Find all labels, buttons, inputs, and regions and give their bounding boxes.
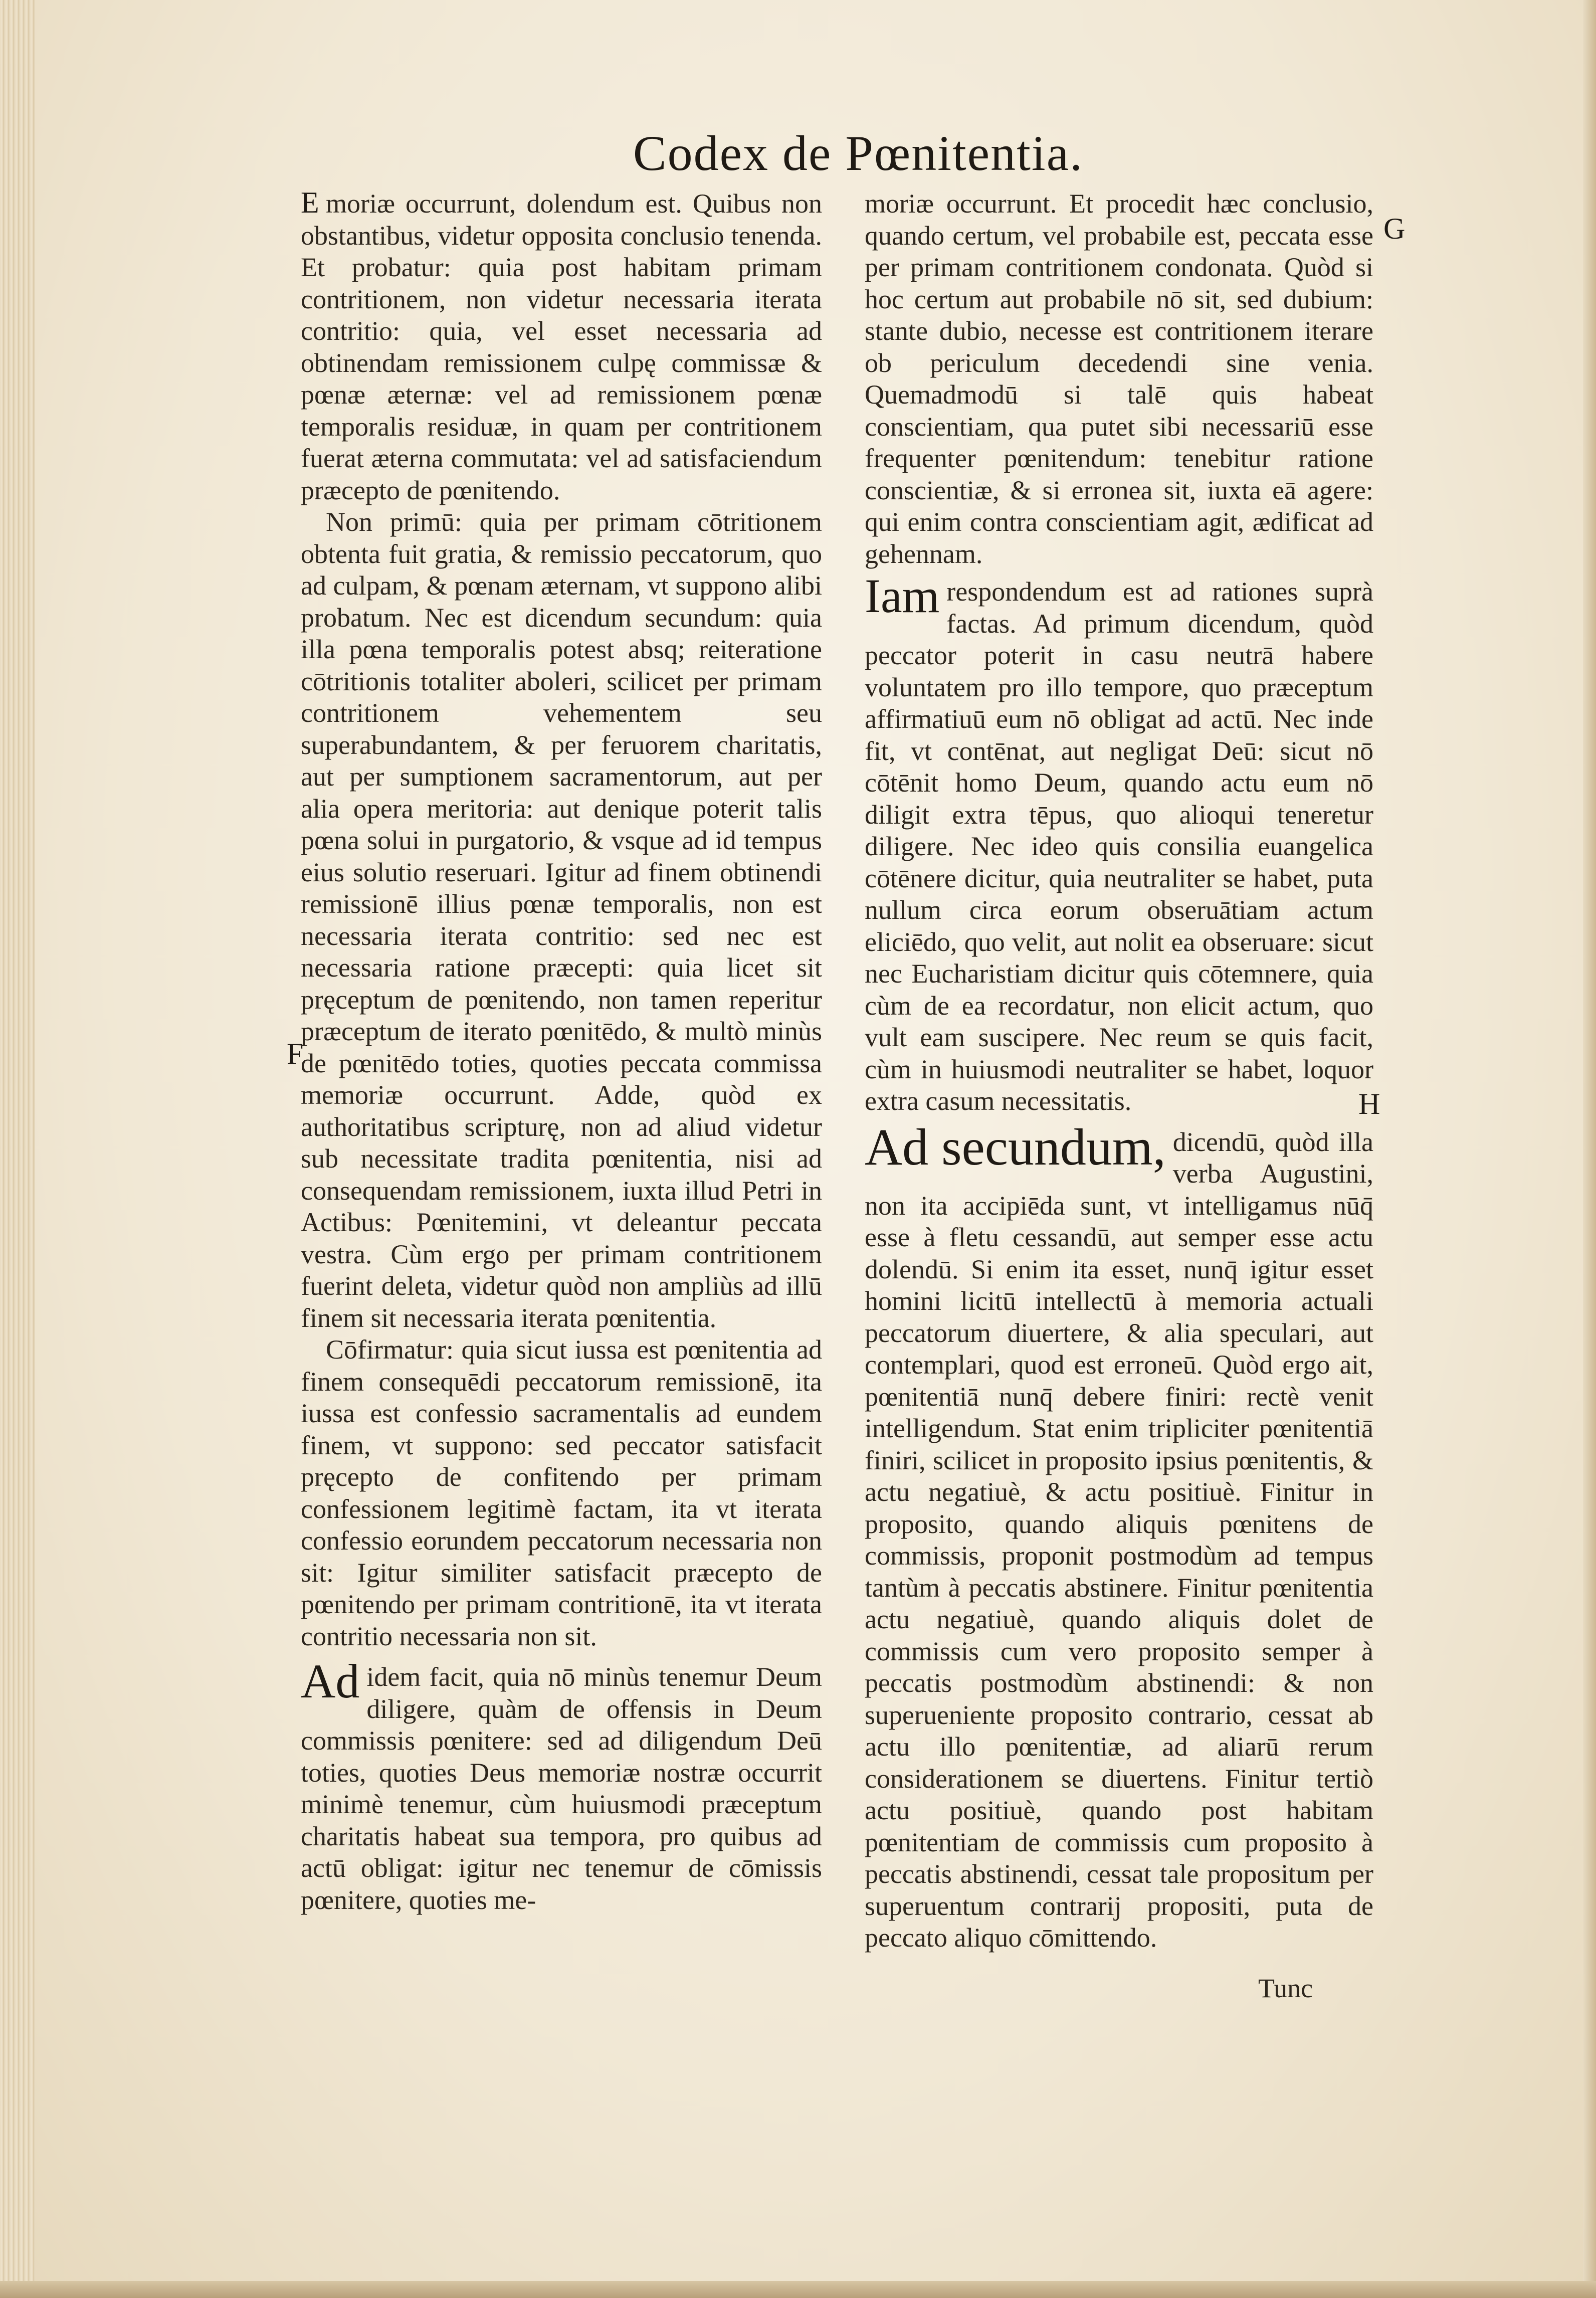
margin-letter-g: G bbox=[1383, 212, 1406, 245]
margin-letter-f: F bbox=[287, 1037, 304, 1070]
right-paragraph-3 bbox=[865, 1118, 1373, 1954]
right-drop-initial-ad-secundum: Ad secundum, bbox=[865, 1118, 1166, 1176]
right-paragraph-2 bbox=[865, 569, 1373, 1117]
catchword: Tunc bbox=[1258, 1973, 1313, 2003]
margin-letter-h: H bbox=[1358, 1087, 1380, 1120]
page-edge-bottom bbox=[0, 2281, 1596, 2298]
left-column bbox=[301, 188, 822, 1916]
page-title-text: Codex de Pœnitentia. bbox=[633, 125, 1084, 181]
right-paragraph-1: moriæ occurrunt. Et procedit hæc conclusio, quando certum, vel probabile est, peccata esse per primam contritionem condonata. Quòd si hoc certum aut probabile nō sit, sed dubium: stante dubio, necesse est contritionem iterare ob periculum decedendi sine venia. Quemadmodū si talē quis habeat conscientiam, qua putet sibi necessariū esse frequenter pœnitendum: tenebitur ratione conscientiæ, & si erronea sit, iuxta eā agere: qui enim contra conscientiam agit, ædificat ad gehennam. bbox=[865, 188, 1373, 569]
right-paragraph-3-text: dicendū, quòd illa verba Augustini, non ita accipiēda sunt, vt intelligamus nūq̄ esse à fletu cessandū, aut semper esse actu dolendū. Si enim ita esset, nunq̄ igitur esset homini licitū intellectū à memoria actuali peccatorum diuertere, & alia speculari, aut contemplari, quod est erroneū. Quòd ergo ait, pœnitentiā nunq̄ debere finiri: rectè venit intelligendum. Stat enim tripliciter pœnitentiā finiri, scilicet in proposito ipsius pœnitentis, & actu negatiuè, & actu positiuè. Finitur in proposito, quando aliquis pœnitens de commissis, proponit postmodùm ad tempus tantùm à peccatis abstinere. Finitur pœnitentia actu negatiuè, quando aliquis dolet de commissis cum vero proposito semper à peccatis postmodùm abstinendi: & non superueniente proposito contrario, cessat ab actu illo pœnitentiæ, ad aliarū rerum considerationem se diuertens. Finitur tertiò actu positiuè, quando post habitam pœnitentiam de commissis cum proposito à peccatis abstinendi, cessat tale propositum per superuentum contrarij propositi, puta de peccato aliquo cōmittendo. bbox=[865, 1126, 1373, 1953]
left-paragraph-3: Cōfirmatur: quia sicut iussa est pœnitentia ad finem consequēdi peccatorum remissionē, ita iussa est confessio sacramentalis ad eundem finem, vt suppono: sed peccator satisfacit pręcepto de confitendo per primam confessionem legitimè factam, ita vt iterata confessio eorundem peccatorum necessaria non sit: Igitur similiter satisfacit præcepto de pœnitendo per primam contritionē, ita vt iterata contritio necessaria non sit. bbox=[301, 1334, 822, 1651]
left-drop-initial: Ad bbox=[301, 1654, 360, 1708]
page-edge-left bbox=[0, 0, 35, 2298]
right-drop-initial-iam: Iam bbox=[865, 569, 940, 623]
right-column bbox=[865, 188, 1373, 1954]
left-paragraph-4-text: idem facit, quia nō minùs tenemur Deum diligere, quàm de offensis in Deum commissis pœnitere: sed ad diligendum Deū toties, quoties Deus memoriæ nostræ occurrit minimè tenemur, cùm huiusmodi præceptum charitatis habeat sua tempora, pro quibus ad actū obligat: igitur nec tenemur de cōmissis pœnitere, quoties me- bbox=[301, 1662, 822, 1915]
left-paragraph-4 bbox=[301, 1654, 822, 1916]
margin-letter-e: E bbox=[301, 186, 319, 219]
left-paragraph-1: moriæ occurrunt, dolendum est. Quibus non obstantibus, videtur opposita conclusio tenenda. Et probatur: quia post habitam primam contritionem, non videtur necessaria iterata contritio: quia, vel esset necessaria ad obtinendam remissionem culpę commissæ & pœnæ æternæ: vel ad remissionem pœnæ temporalis residuæ, in quam per contritionem fuerat æterna commutata: vel ad satisfaciendum præcepto de pœnitendo. bbox=[301, 188, 822, 505]
right-paragraph-2-text: respondendum est ad rationes suprà factas. Ad primum dicendum, quòd peccator poterit in casu neutrā habere voluntatem pro illo tempore, quo præceptum affirmatiuū eum nō obligat ad actū. Nec inde fit, vt contēnat, aut negligat Deū: sicut nō cōtēnit homo Deum, quando actu eum nō diligit extra tēpus, quo alioqui teneretur diligere. Nec ideo quis consilia euangelica cōtēnere dicitur, quia neutraliter se habet, puta nullum circa eorum obseruātiam actum eliciēdo, quo velit, aut nolit ea obseruare: sicut nec Eucharistiam dicitur quis cōtemnere, quia cùm de ea recordatur, non elicit actum, quo vult eam suscipere. Nec reum se quis facit, cùm in huiusmodi neutraliter se habet, loquor extra casum necessitatis. bbox=[865, 577, 1373, 1116]
page-title bbox=[0, 124, 1596, 182]
page-edge-right bbox=[1583, 0, 1596, 2298]
left-paragraph-2: Non primū: quia per primam cōtritionem obtenta fuit gratia, & remissio peccatorum, quo ad culpam, & pœnam æternam, vt suppono alibi probatum. Nec est dicendum secundum: quia illa pœna temporalis potest absq; reiteratione cōtritionis totaliter aboleri, scilicet per primam contritionem vehementem seu superabundantem, & per feruorem charitatis, aut per sumptionem sacramentorum, aut per alia opera meritoria: aut denique poterit talis pœna solui in purgatorio, & vsque ad id tempus eius solutio reseruari. Igitur ad finem obtinendi remissionē illius pœnæ temporalis, non est necessaria iterata contritio: sed nec est necessaria ratione præcepti: quia licet sit pręceptum de pœnitendo, non tamen reperitur præceptum de iterato pœnitēdo, & multò minùs de pœnitēdo toties, quoties peccata commissa memoriæ occurrunt. Adde, quòd ex authoritatibus scripturę, non ad aliud videtur sub necessitate tradita pœnitentia, nisi ad consequendam remissionem, iuxta illud Petri in Actibus: Pœnitemini, vt deleantur peccata vestra. Cùm ergo per primam contritionem fuerint deleta, videtur quòd non ampliùs ad illū finem sit necessaria iterata pœnitentia. bbox=[301, 507, 822, 1333]
